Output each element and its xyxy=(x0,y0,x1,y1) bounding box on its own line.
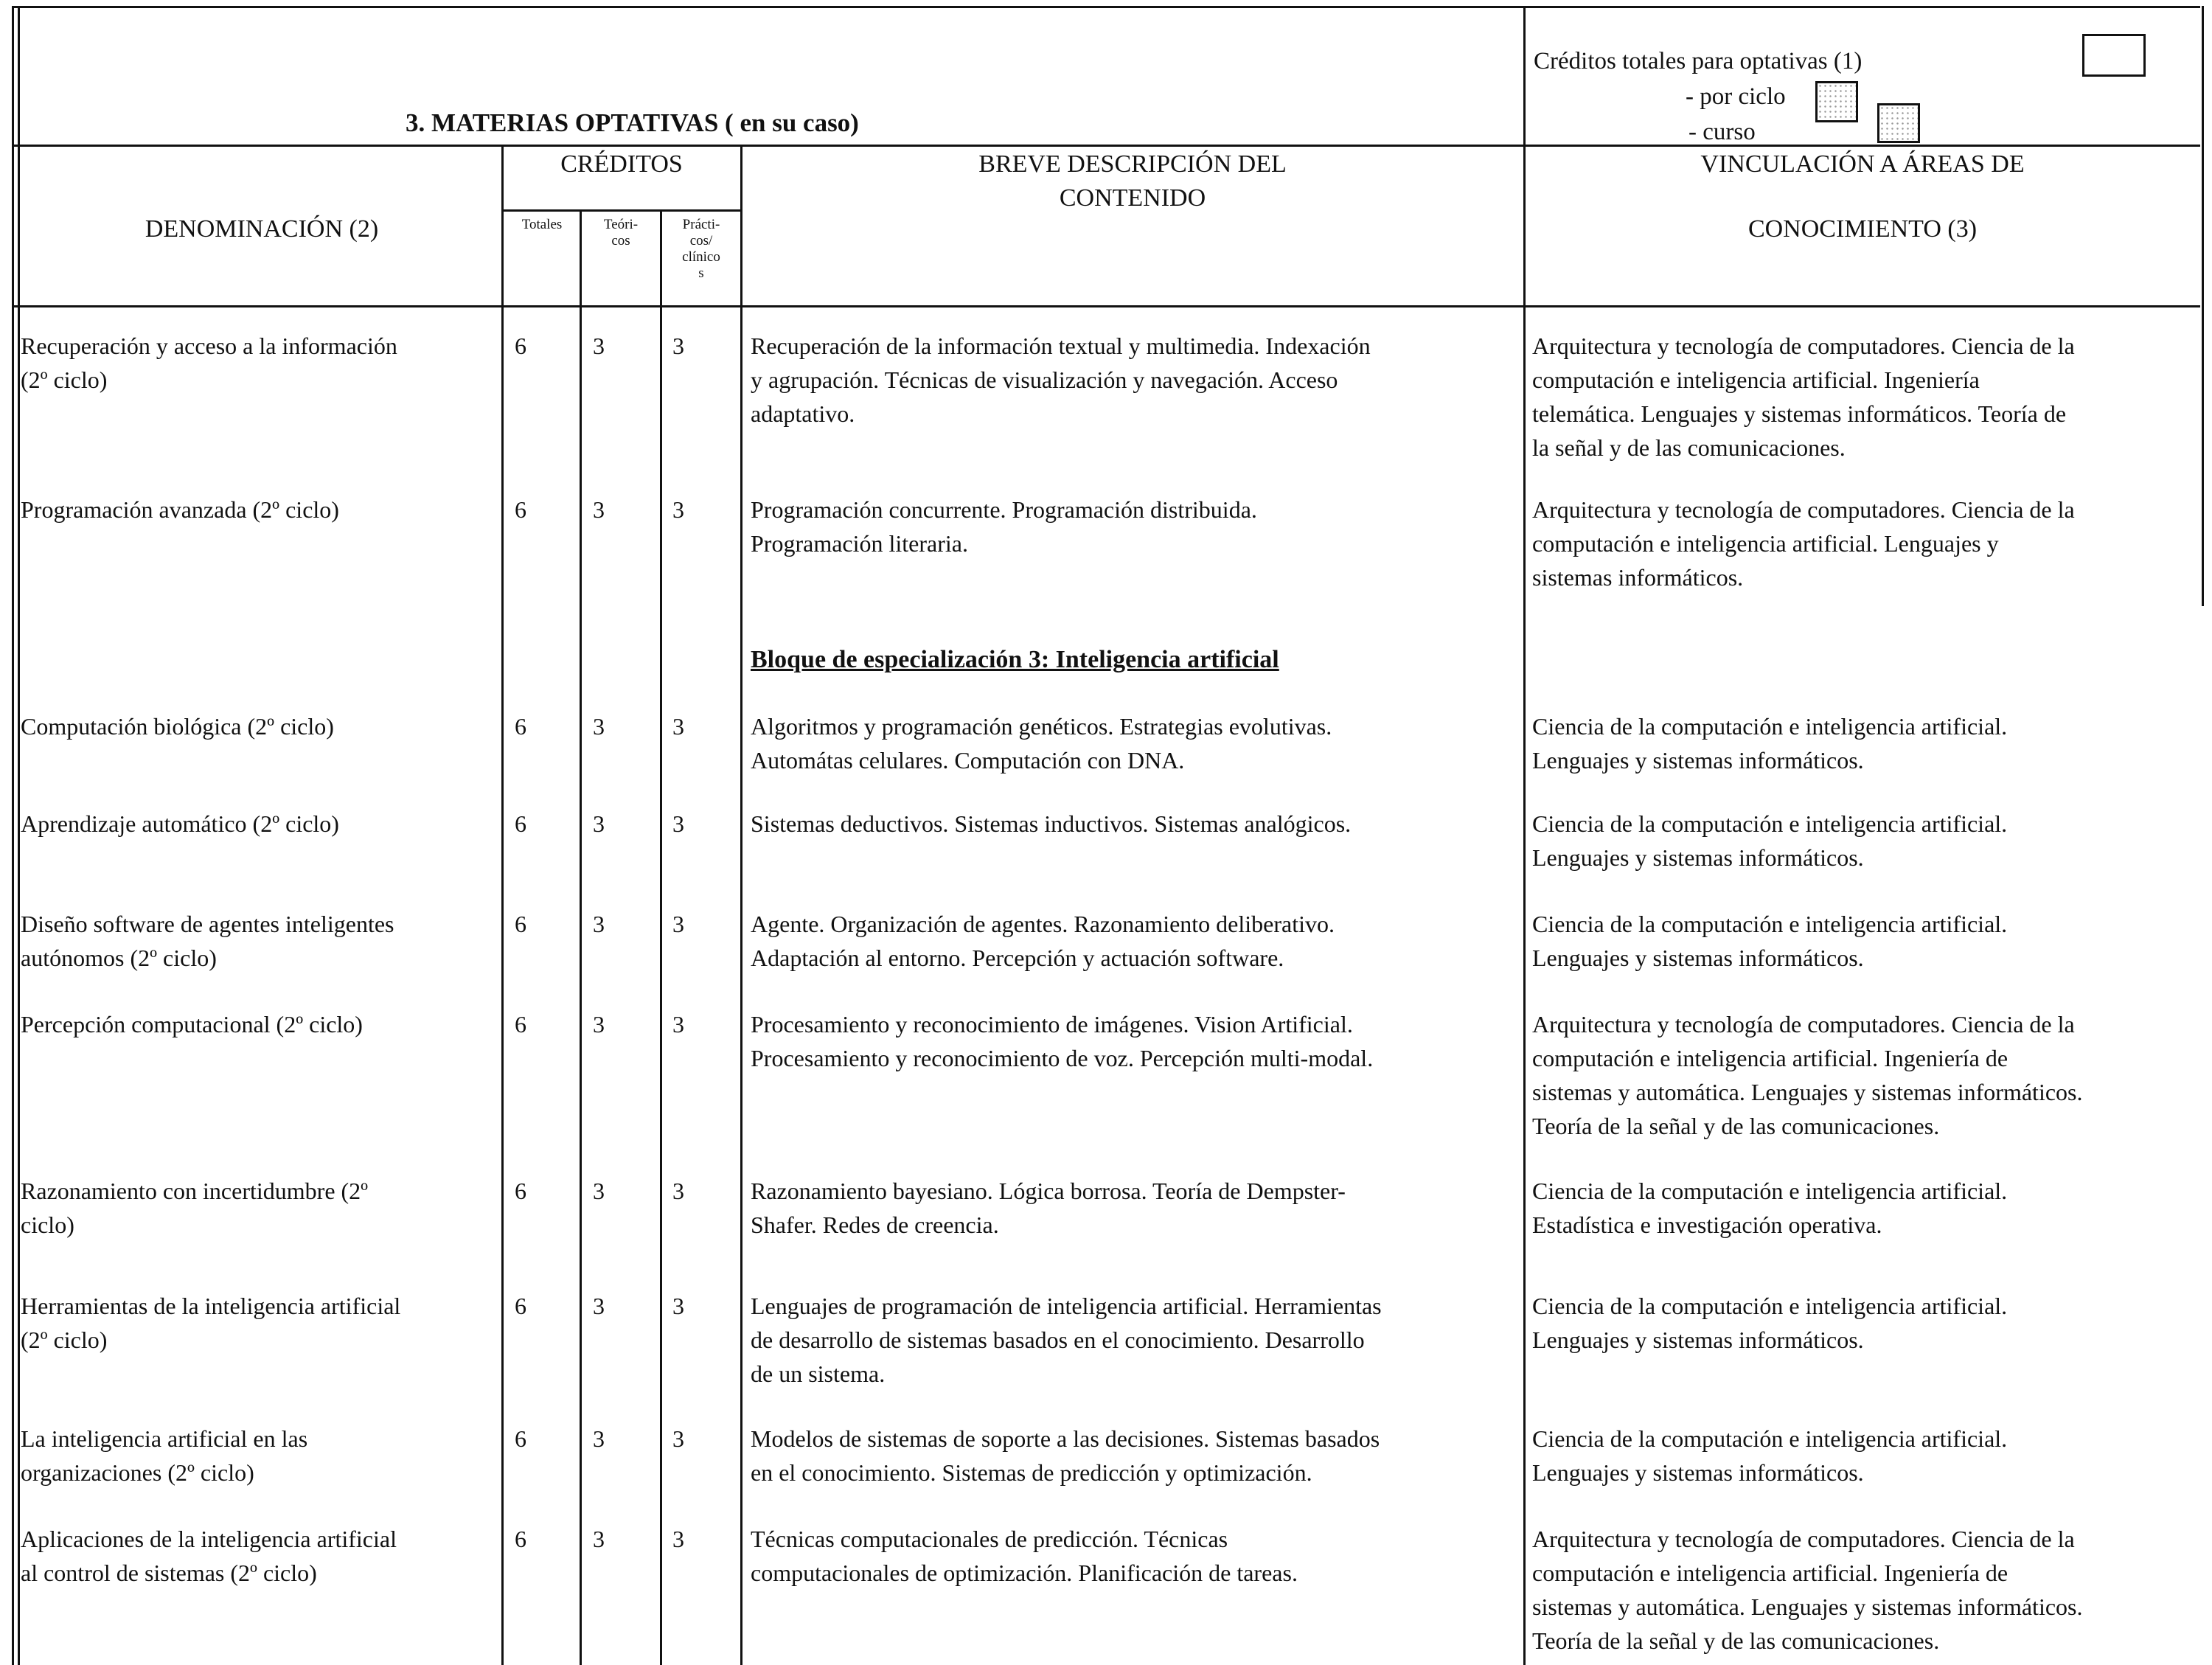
subject-areas xyxy=(1532,709,2007,777)
subject-areas-line: Arquitectura y tecnología de computadores. Ciencia de la xyxy=(1532,333,2075,359)
subject-description-line: de desarrollo de sistemas basados en el conocimiento. Desarrollo xyxy=(751,1327,1365,1353)
col-header-denominacion: DENOMINACIÓN (2) xyxy=(145,215,379,243)
subject-areas-line: Ciencia de la computación e inteligencia artificial. xyxy=(1532,1293,2008,1319)
subject-name-line: Recuperación y acceso a la información xyxy=(21,333,397,359)
practicos-line-1: Prácti- xyxy=(682,217,720,232)
credits-teoricos: 3 xyxy=(593,496,605,523)
subject-areas-line: Lenguajes y sistemas informáticos. xyxy=(1532,1327,1864,1353)
credits-practicos: 3 xyxy=(672,1178,684,1204)
subject-areas-line: sistemas informáticos. xyxy=(1532,564,1744,591)
subject-areas-line: Lenguajes y sistemas informáticos. xyxy=(1532,844,1864,871)
subject-areas-line: Ciencia de la computación e inteligencia artificial. xyxy=(1532,911,2008,937)
subject-description xyxy=(751,907,1335,975)
subject-description-line: y agrupación. Técnicas de visualización y navegación. Acceso xyxy=(751,366,1338,393)
subject-name xyxy=(21,1174,368,1242)
subject-description xyxy=(751,709,1332,777)
credits-teoricos: 3 xyxy=(593,1293,605,1319)
credits-practicos: 3 xyxy=(672,911,684,937)
subject-name-line: al control de sistemas (2º ciclo) xyxy=(21,1560,317,1586)
credits-teoricos: 3 xyxy=(593,1425,605,1452)
subject-description-line: Programación literaria. xyxy=(751,530,968,557)
subject-areas-line: Ciencia de la computación e inteligencia artificial. xyxy=(1532,1178,2008,1204)
subject-areas-line: computación e inteligencia artificial. Ingeniería de xyxy=(1532,1560,2008,1586)
subject-name xyxy=(21,1522,397,1590)
col-header-creditos: CRÉDITOS xyxy=(560,150,683,178)
subject-description xyxy=(751,1422,1380,1490)
practicos-line-4: s xyxy=(698,265,704,281)
credits-practicos: 3 xyxy=(672,1526,684,1552)
subject-description-line: Shafer. Redes de creencia. xyxy=(751,1212,999,1238)
subject-areas-line: Teoría de la señal y de las comunicaciones. xyxy=(1532,1627,1940,1654)
credits-practicos: 3 xyxy=(672,713,684,740)
subject-description-line: Recuperación de la información textual y multimedia. Indexación xyxy=(751,333,1371,359)
credits-teoricos: 3 xyxy=(593,1011,605,1037)
credits-teoricos: 3 xyxy=(593,1178,605,1204)
per-course-box[interactable] xyxy=(1877,103,1920,143)
subject-name-line: Computación biológica (2º ciclo) xyxy=(21,713,334,740)
column-divider-creditos xyxy=(501,145,504,1665)
subject-description xyxy=(751,1522,1298,1590)
subject-name xyxy=(21,709,334,743)
table-left-border xyxy=(12,6,14,1665)
subject-name-line: Percepción computacional (2º ciclo) xyxy=(21,1011,363,1037)
credits-totales: 6 xyxy=(515,1526,526,1552)
subject-description-line: Algoritmos y programación genéticos. Estrategias evolutivas. xyxy=(751,713,1332,740)
credits-practicos: 3 xyxy=(672,810,684,837)
credits-practicos: 3 xyxy=(672,1293,684,1319)
subject-areas-line: computación e inteligencia artificial. Lenguajes y xyxy=(1532,530,1999,557)
subject-description-line: adaptativo. xyxy=(751,400,855,427)
subject-areas-line: computación e inteligencia artificial. Ingeniería de xyxy=(1532,1045,2008,1071)
subject-areas xyxy=(1532,807,2007,875)
subject-areas xyxy=(1532,1422,2007,1490)
credits-practicos: 3 xyxy=(672,1011,684,1037)
subject-description xyxy=(751,1174,1346,1242)
subject-name-line: Herramientas de la inteligencia artificial xyxy=(21,1293,401,1319)
column-header-divider xyxy=(12,305,2200,307)
credits-totales: 6 xyxy=(515,1425,526,1452)
subject-areas-line: Arquitectura y tecnología de computadores. Ciencia de la xyxy=(1532,1526,2075,1552)
credits-teoricos: 3 xyxy=(593,1526,605,1552)
subject-name-line: organizaciones (2º ciclo) xyxy=(21,1459,254,1486)
subject-name xyxy=(21,329,397,397)
subject-description-line: Programación concurrente. Programación distribuida. xyxy=(751,496,1257,523)
credits-teoricos: 3 xyxy=(593,713,605,740)
subject-areas-line: Lenguajes y sistemas informáticos. xyxy=(1532,945,1864,971)
subject-description-line: Sistemas deductivos. Sistemas inductivos. Sistemas analógicos. xyxy=(751,810,1352,837)
credits-totales: 6 xyxy=(515,496,526,523)
column-divider-practicos xyxy=(660,209,662,1665)
subject-areas xyxy=(1532,493,2075,594)
subject-areas xyxy=(1532,907,2007,975)
column-divider-teoricos xyxy=(580,209,582,1665)
subject-description-line: Agente. Organización de agentes. Razonamiento deliberativo. xyxy=(751,911,1335,937)
subject-description-line: computacionales de optimización. Planificación de tareas. xyxy=(751,1560,1298,1586)
subject-areas-line: Arquitectura y tecnología de computadores. Ciencia de la xyxy=(1532,1011,2075,1037)
table-right-border xyxy=(2202,6,2204,606)
subject-name-line: autónomos (2º ciclo) xyxy=(21,945,217,971)
subject-name-line: ciclo) xyxy=(21,1212,74,1238)
table-left-border-inner xyxy=(18,6,20,1665)
subject-description-line: Modelos de sistemas de soporte a las decisiones. Sistemas basados xyxy=(751,1425,1380,1452)
subject-areas-line: la señal y de las comunicaciones. xyxy=(1532,434,1846,461)
block-heading: Bloque de especialización 3: Inteligencia artificial xyxy=(751,646,1279,673)
subject-areas-line: telemática. Lenguajes y sistemas informáticos. Teoría de xyxy=(1532,400,2067,427)
subject-areas-line: Ciencia de la computación e inteligencia artificial. xyxy=(1532,713,2008,740)
subject-description xyxy=(751,493,1257,560)
subject-name-line: (2º ciclo) xyxy=(21,1327,108,1353)
subject-description-line: Procesamiento y reconocimiento de imágenes. Vision Artificial. xyxy=(751,1011,1353,1037)
col-header-teoricos xyxy=(582,217,660,249)
credits-totales: 6 xyxy=(515,333,526,359)
column-divider-vinculacion xyxy=(1523,6,1526,1665)
descripcion-line-1: BREVE DESCRIPCIÓN DEL xyxy=(978,150,1287,178)
teoricos-line-2: cos xyxy=(611,233,630,248)
credits-totales: 6 xyxy=(515,1178,526,1204)
subject-description-line: de un sistema. xyxy=(751,1360,886,1387)
col-header-practicos xyxy=(662,217,740,282)
credits-totales: 6 xyxy=(515,810,526,837)
credits-practicos: 3 xyxy=(672,1425,684,1452)
subject-name-line: Diseño software de agentes inteligentes xyxy=(21,911,394,937)
teoricos-line-1: Teóri- xyxy=(603,217,639,232)
col-header-totales: Totales xyxy=(521,217,563,232)
per-course-label: - curso xyxy=(1688,119,1756,145)
credits-total-box[interactable] xyxy=(2082,34,2146,77)
subject-name xyxy=(21,907,394,975)
subject-name xyxy=(21,1007,363,1041)
subject-name-line: Aplicaciones de la inteligencia artificial xyxy=(21,1526,397,1552)
credits-practicos: 3 xyxy=(672,496,684,523)
subject-areas xyxy=(1532,329,2075,465)
credits-totales: 6 xyxy=(515,713,526,740)
subject-description-line: Técnicas computacionales de predicción. Técnicas xyxy=(751,1526,1228,1552)
subject-description-line: en el conocimiento. Sistemas de predicción y optimización. xyxy=(751,1459,1312,1486)
subject-areas-line: Lenguajes y sistemas informáticos. xyxy=(1532,1459,1864,1486)
subject-areas-line: computación e inteligencia artificial. Ingeniería xyxy=(1532,366,1980,393)
vinculacion-line-2: CONOCIMIENTO (3) xyxy=(1747,215,1978,243)
subject-name-line: Razonamiento con incertidumbre (2º xyxy=(21,1178,369,1204)
subject-name-line: La inteligencia artificial en las xyxy=(21,1425,308,1452)
subject-name xyxy=(21,1422,307,1490)
subject-description xyxy=(751,1289,1382,1391)
credits-totales: 6 xyxy=(515,911,526,937)
subject-areas-line: Ciencia de la computación e inteligencia artificial. xyxy=(1532,810,2008,837)
subject-name-line: Programación avanzada (2º ciclo) xyxy=(21,496,339,523)
credits-totales: 6 xyxy=(515,1293,526,1319)
subject-areas xyxy=(1532,1289,2007,1357)
practicos-line-2: cos/ xyxy=(689,233,713,248)
creditos-subheader-divider xyxy=(503,209,740,212)
subject-areas-line: Lenguajes y sistemas informáticos. xyxy=(1532,747,1864,774)
subject-name-line: (2º ciclo) xyxy=(21,366,108,393)
subject-name-line: Aprendizaje automático (2º ciclo) xyxy=(21,810,339,837)
subject-name xyxy=(21,807,339,841)
subject-areas-line: Ciencia de la computación e inteligencia artificial. xyxy=(1532,1425,2008,1452)
subject-description xyxy=(751,329,1371,431)
subject-description-line: Lenguajes de programación de inteligencia artificial. Herramientas xyxy=(751,1293,1382,1319)
subject-description-line: Adaptación al entorno. Percepción y actuación software. xyxy=(751,945,1284,971)
credits-practicos: 3 xyxy=(672,333,684,359)
per-cycle-label: - por ciclo xyxy=(1686,83,1786,110)
table-top-border xyxy=(12,6,2200,8)
credits-teoricos: 3 xyxy=(593,911,605,937)
credits-total-label: Créditos totales para optativas (1) xyxy=(1534,48,1863,74)
subject-description-line: Automátas celulares. Computación con DNA. xyxy=(751,747,1185,774)
column-divider-descripcion xyxy=(740,145,742,1665)
col-header-descripcion xyxy=(742,147,1523,215)
header-divider xyxy=(12,145,2200,147)
subject-areas-line: sistemas y automática. Lenguajes y sistemas informáticos. xyxy=(1532,1593,2083,1620)
subject-areas xyxy=(1532,1007,2082,1143)
subject-areas xyxy=(1532,1174,2007,1242)
practicos-line-3: clínico xyxy=(682,249,720,265)
vinculacion-line-1: VINCULACIÓN A ÁREAS DE xyxy=(1700,150,2025,178)
per-cycle-box[interactable] xyxy=(1815,81,1858,122)
subject-description xyxy=(751,807,1351,841)
subject-areas-line: Teoría de la señal y de las comunicaciones. xyxy=(1532,1113,1940,1139)
subject-areas-line: sistemas y automática. Lenguajes y sistemas informáticos. xyxy=(1532,1079,2083,1105)
credits-teoricos: 3 xyxy=(593,333,605,359)
subject-areas xyxy=(1532,1522,2082,1658)
subject-description xyxy=(751,1007,1373,1075)
descripcion-line-2: CONTENIDO xyxy=(1059,184,1206,212)
credits-teoricos: 3 xyxy=(593,810,605,837)
subject-name xyxy=(21,493,339,526)
subject-name xyxy=(21,1289,400,1357)
credits-totales: 6 xyxy=(515,1011,526,1037)
subject-description-line: Razonamiento bayesiano. Lógica borrosa. Teoría de Dempster- xyxy=(751,1178,1346,1204)
subject-description-line: Procesamiento y reconocimiento de voz. Percepción multi-modal. xyxy=(751,1045,1374,1071)
col-header-vinculacion xyxy=(1525,147,2200,246)
section-title: 3. MATERIAS OPTATIVAS ( en su caso) xyxy=(406,108,859,137)
subject-areas-line: Estadística e investigación operativa. xyxy=(1532,1212,1882,1238)
subject-areas-line: Arquitectura y tecnología de computadores. Ciencia de la xyxy=(1532,496,2075,523)
